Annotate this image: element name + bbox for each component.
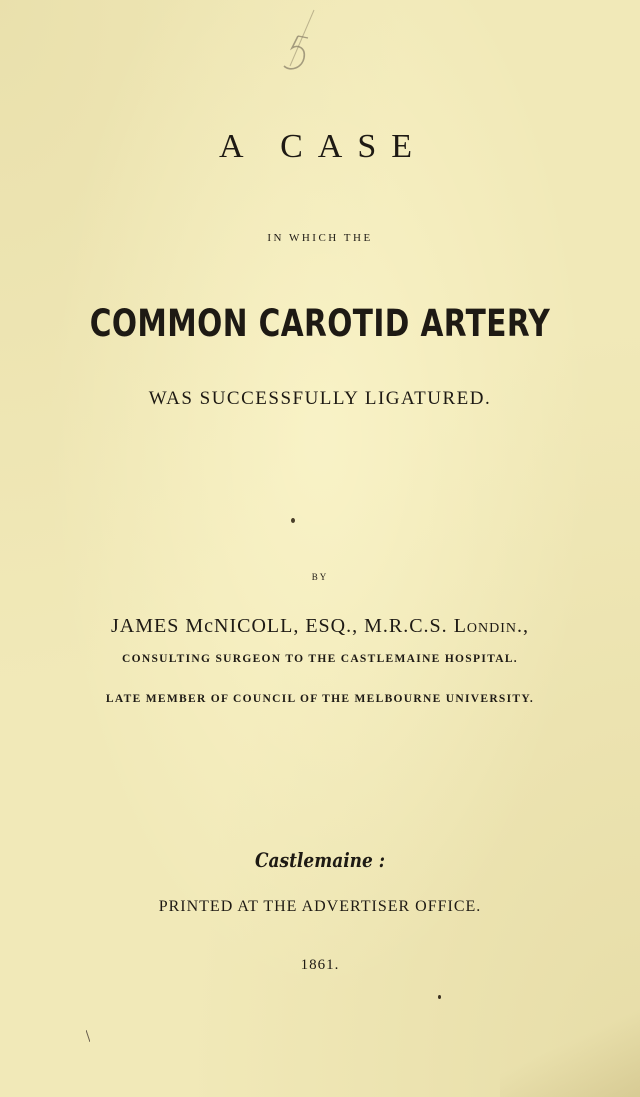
publisher-line: PRINTED AT THE ADVERTISER OFFICE. [158, 898, 482, 915]
author-name: JAMES McNICOLL, ESQ., M.R.C.S. [110, 615, 448, 637]
ink-speck [291, 518, 295, 523]
publication-place: Castlemaine : [254, 848, 386, 872]
ink-speck-lower [438, 995, 441, 999]
main-title-common-carotid-artery: COMMON CAROTID ARTERY [89, 302, 551, 345]
author-line [0, 615, 640, 638]
page-corner-shading [500, 1000, 640, 1097]
subtitle-in-which-the: IN WHICH THE [267, 232, 373, 244]
author-position-council-member: LATE MEMBER OF COUNCIL OF THE MELBOURNE UNIVERSITY. [105, 693, 535, 705]
byline-label: BY [311, 572, 329, 582]
pencil-annotation-mark [268, 8, 338, 88]
author-degree: Londin., [453, 615, 530, 637]
pencil-tick-mark [86, 1030, 90, 1042]
publication-year: 1861. [300, 957, 340, 973]
subtitle-successfully-ligatured: WAS SUCCESSFULLY LIGATURED. [148, 388, 492, 409]
title-a-case: A CASE [218, 128, 428, 165]
author-position-consulting-surgeon: CONSULTING SURGEON TO THE CASTLEMAINE HOSPITAL. [122, 653, 518, 665]
